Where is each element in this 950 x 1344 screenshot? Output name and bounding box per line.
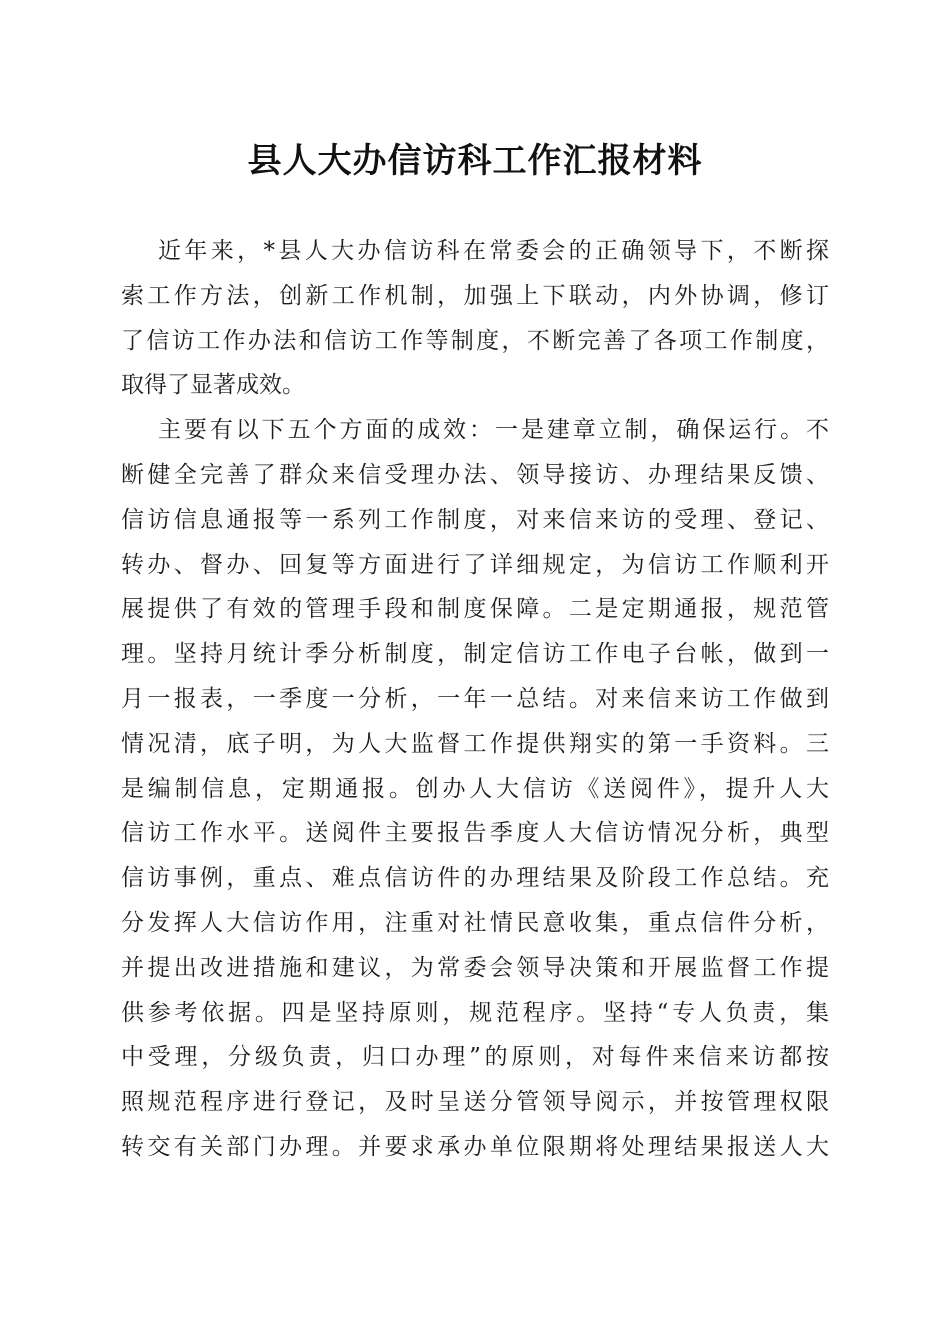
- text-line: 情况清，底子明，为人大监督工作提供翔实的第一手资料。三: [121, 730, 829, 757]
- text-line: 是编制信息，定期通报。创办人大信访《送阅件》，提升人大: [121, 775, 829, 802]
- text-line: 转办、督办、回复等方面进行了详细规定，为信访工作顺利开: [121, 551, 829, 578]
- text-line: 信访事例，重点、难点信访件的办理结果及阶段工作总结。充: [121, 865, 829, 892]
- text-line: 照规范程序进行登记，及时呈送分管领导阅示，并按管理权限: [121, 1089, 829, 1116]
- text-line: 断健全完善了群众来信受理办法、领导接访、办理结果反馈、: [121, 461, 829, 488]
- text-line: 供参考依据。四是坚持原则，规范程序。坚持“专人负责，集: [121, 999, 829, 1026]
- text-line: 月一报表，一季度一分析，一年一总结。对来信来访工作做到: [121, 685, 829, 712]
- document-title: 县人大办信访科工作汇报材料: [247, 141, 703, 181]
- text-line: 主要有以下五个方面的成效：一是建章立制，确保运行。不: [158, 417, 829, 444]
- text-line: 展提供了有效的管理手段和制度保障。二是定期通报，规范管: [121, 596, 829, 623]
- text-line: 了信访工作办法和信访工作等制度，不断完善了各项工作制度，: [121, 327, 829, 354]
- text-line: 取得了显著成效。: [121, 372, 305, 399]
- paragraph-achievements: [121, 408, 829, 1170]
- paragraph-intro: [121, 229, 829, 408]
- text-line: 分发挥人大信访作用，注重对社情民意收集，重点信件分析，: [121, 909, 829, 936]
- document-body: [121, 229, 829, 1170]
- text-line: 索工作方法，创新工作机制，加强上下联动，内外协调，修订: [121, 282, 829, 309]
- text-line: 并提出改进措施和建议，为常委会领导决策和开展监督工作提: [121, 954, 829, 981]
- text-line: 近年来，*县人大办信访科在常委会的正确领导下，不断探: [158, 238, 829, 264]
- text-line: 理。坚持月统计季分析制度，制定信访工作电子台帐，做到一: [121, 641, 829, 668]
- text-line: 转交有关部门办理。并要求承办单位限期将处理结果报送人大: [121, 1133, 829, 1160]
- text-line: 中受理，分级负责，归口办理”的原则，对每件来信来访都按: [121, 1044, 829, 1071]
- text-line: 信访信息通报等一系列工作制度，对来信来访的受理、登记、: [121, 506, 829, 533]
- text-line: 信访工作水平。送阅件主要报告季度人大信访情况分析，典型: [121, 820, 829, 847]
